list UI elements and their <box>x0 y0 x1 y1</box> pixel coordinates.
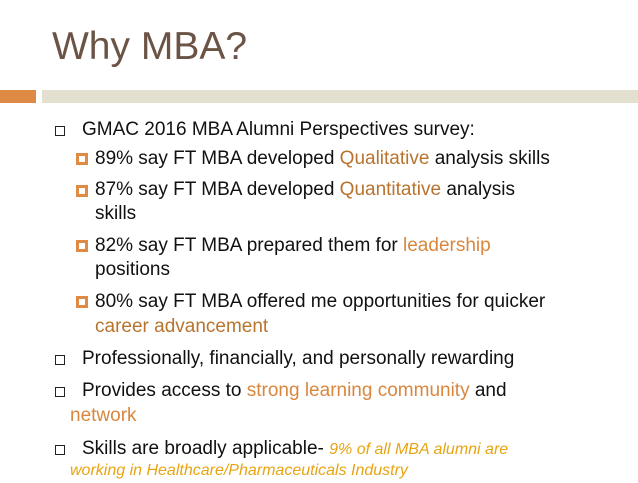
framed-square-icon <box>76 296 88 308</box>
bullet-text-end: and <box>469 380 507 401</box>
sub-bullet-text: 89% say FT MBA developed <box>95 148 340 169</box>
bullet-community-cont <box>70 404 137 428</box>
bullet-rewarding <box>82 347 514 371</box>
bullet-skills-cont <box>70 458 408 483</box>
sub-bullet-text: 87% say FT MBA developed <box>95 179 340 200</box>
sub-bullet-career-cont <box>95 315 268 339</box>
bullet-survey <box>82 118 475 142</box>
hollow-square-icon <box>55 387 65 397</box>
hollow-square-icon <box>55 126 65 136</box>
sub-bullet-text-cont: skills <box>95 203 137 224</box>
sub-bullet-quantitative <box>95 178 515 202</box>
bullet-text: Skills are broadly applicable- <box>82 438 330 459</box>
sub-bullet-qualitative <box>95 147 550 171</box>
hollow-square-icon <box>55 445 65 455</box>
sub-bullet-text-end: analysis skills <box>429 148 550 169</box>
bullet-text: Provides access to <box>82 380 247 401</box>
hollow-square-icon <box>55 355 65 365</box>
sub-bullet-text: 82% say FT MBA prepared them for <box>95 235 404 256</box>
slide-title: Why MBA? <box>52 25 248 68</box>
highlight-quantitative: Quantitative <box>339 179 442 200</box>
highlight-career-advancement: career advancement <box>95 316 269 337</box>
highlight-alumni-stat: 9% of all MBA alumni are <box>329 441 509 458</box>
highlight-network: network <box>70 405 137 426</box>
sub-bullet-leadership-cont <box>95 258 170 282</box>
highlight-leadership: leadership <box>403 235 491 256</box>
framed-square-icon <box>76 153 88 165</box>
sub-bullet-text-cont: positions <box>95 259 170 280</box>
sub-bullet-leadership <box>95 234 491 258</box>
highlight-industry: working in Healthcare/Pharmaceuticals Industry <box>70 462 408 479</box>
sub-bullet-text-end: analysis <box>441 179 515 200</box>
framed-square-icon <box>76 240 88 252</box>
bullet-community <box>82 379 507 403</box>
bullet-text: GMAC 2016 MBA Alumni Perspectives survey: <box>82 119 475 140</box>
sub-bullet-text: 80% say FT MBA offered me opportunities for quicker <box>95 291 546 312</box>
framed-square-icon <box>76 185 88 197</box>
sub-bullet-quantitative-cont <box>95 202 136 226</box>
highlight-qualitative: Qualitative <box>339 148 430 169</box>
highlight-community: strong learning community <box>246 380 470 401</box>
bullet-text: Professionally, financially, and personally rewarding <box>82 348 515 369</box>
sub-bullet-career <box>95 290 545 314</box>
